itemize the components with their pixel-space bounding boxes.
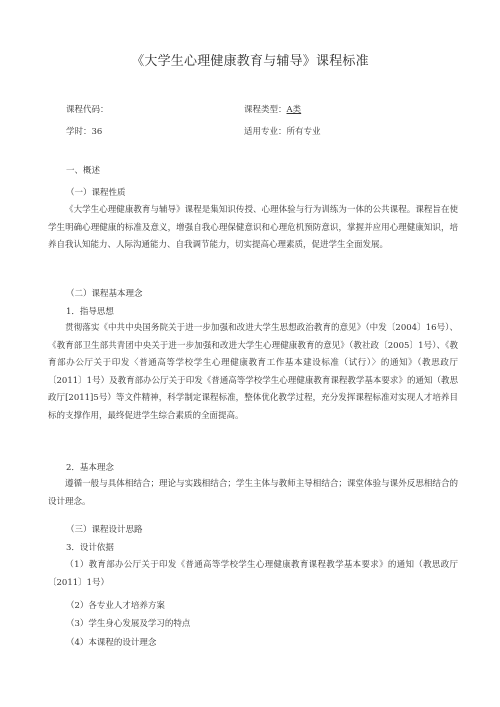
course-type-value: A类 bbox=[286, 105, 302, 115]
paragraph-basic-concept bbox=[48, 476, 458, 511]
item-guiding-ideology: 1．指导思想 bbox=[66, 307, 114, 317]
paragraph-course-nature bbox=[48, 202, 458, 255]
course-type bbox=[244, 103, 301, 115]
subsection-basic-concept: （二）课程基本理念 bbox=[66, 289, 143, 299]
section-overview-heading: 一、概述 bbox=[66, 166, 101, 176]
item-design-basis: 3．设计依据 bbox=[66, 543, 114, 553]
item-basic-concept: 2．基本理念 bbox=[66, 463, 114, 473]
course-type-label: 课程类型： bbox=[244, 105, 287, 115]
paragraph-guiding-ideology bbox=[48, 320, 458, 425]
list-item-1-text: （1）教育部办公厅关于印发《普通高等学校学生心理健康教育课程教学基本要求》的通知（教思政厅〔2011〕1号） bbox=[48, 560, 458, 588]
subsection-course-nature: （一）课程性质 bbox=[66, 188, 126, 198]
course-hours: 学时：36 bbox=[66, 127, 103, 137]
paragraph-course-nature-text: 《大学生心理健康教育与辅导》课程是集知识传授、心理体验与行为训练为一体的公共课程。课程旨在使学生明确心理健康的标准及意义，增强自我心理保健意识和心理危机预防意识，掌握并应用心理健康知识，培养自我认知能力、人际沟通能力、自我调节能力，切实提高心理素质，促进学生全面发展。 bbox=[48, 205, 458, 250]
subsection-design-idea: （三）课程设计思路 bbox=[66, 525, 143, 535]
document-title: 《大学生心理健康教育与辅导》课程标准 bbox=[131, 54, 369, 69]
paragraph-guiding-ideology-text: 贯彻落实《中共中央国务院关于进一步加强和改进大学生思想政治教育的意见》（中发〔2004〕16号）、《教育部卫生部共青团中央关于进一步加强和改进大学生心理健康教育的意见》（教社政〔2005〕1号）、《教育部办公厅关于印发〈普通高等学校学生心理健康教育工作基本建设标准（试行）〉的通知》（教思政厅〔2011〕1号）及教育部办公厅关于印发《普通高等学校学生心理健康教育课程教学基本要求》的通知（教思政厅[2011]5号）等文件精神，科学制定课程标准，整体优化教学过程，充分发挥课程标准对实现人才培养目标的支撑作用，最终促进学生综合素质的全面提高。 bbox=[48, 323, 458, 421]
list-item-3: （3）学生身心发展及学习的特点 bbox=[66, 619, 191, 629]
course-code-label: 课程代码： bbox=[66, 105, 109, 115]
list-item-4: （4）本课程的设计理念 bbox=[66, 638, 157, 648]
list-item-1 bbox=[48, 557, 458, 592]
paragraph-basic-concept-text: 遵循一般与具体相结合；理论与实践相结合；学生主体与教师主导相结合；课堂体验与课外反思相结合的设计理念。 bbox=[48, 479, 458, 507]
applicable-major: 适用专业：所有专业 bbox=[244, 127, 321, 137]
list-item-2: （2）各专业人才培养方案 bbox=[66, 601, 165, 611]
